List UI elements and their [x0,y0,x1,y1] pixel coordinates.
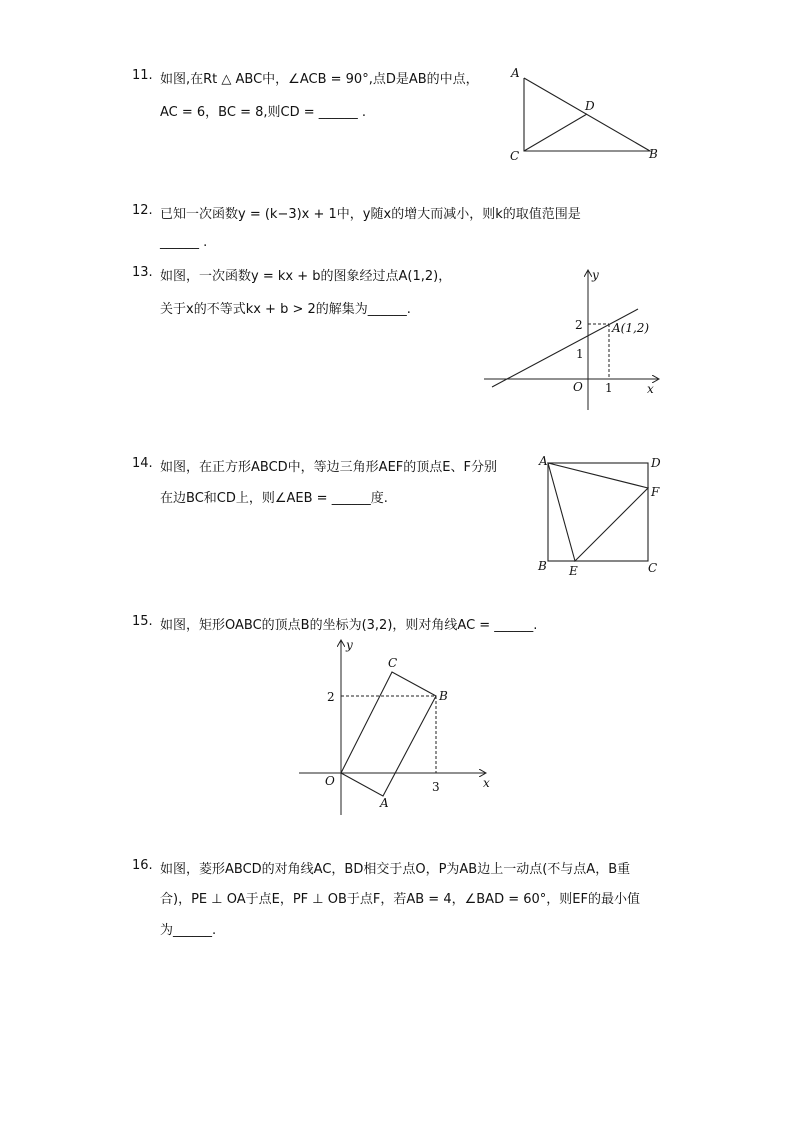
figure-15-rectangle-on-axes [295,635,500,820]
origin-label: O [325,774,335,788]
origin-label: O [573,380,583,394]
question-number: 12. [132,203,153,218]
question-text-line: 为______. [160,923,217,938]
question-number: 15. [132,614,153,629]
axis-y-label: y [346,638,353,652]
tick-label-y-1: 1 [576,347,584,361]
axis-x-label: x [647,382,654,396]
point-a-label: A(1,2) [612,321,650,335]
label-a: A [511,66,520,80]
question-number: 14. [132,456,153,471]
label-d: D [651,456,661,470]
label-a: A [539,454,548,468]
label-b: B [439,689,448,703]
tick-label-y-2: 2 [575,318,583,332]
tick-label-x-3: 3 [432,780,440,794]
figure-14-square [533,450,668,580]
label-b: B [649,147,658,161]
axis-x-label: x [483,776,490,790]
question-text-line: 已知一次函数y = (k−3)x + 1中，y随x的增大而减小，则k的取值范围是 [160,207,581,222]
tick-label-y-2: 2 [327,690,335,704]
question-text-line: 关于x的不等式kx + b > 2的解集为______. [160,302,411,317]
label-c: C [388,656,398,670]
question-text-line: 在边BC和CD上，则∠AEB = ______度. [160,491,388,506]
question-text-line: AC = 6，BC = 8,则CD = ______ . [160,105,367,120]
question-text-line: ______ . [160,235,208,250]
question-number: 13. [132,265,153,280]
question-text-line: 如图，菱形ABCD的对角线AC，BD相交于点O，P为AB边上一动点(不与点A，B重 [160,862,631,877]
label-a: A [380,796,389,810]
figure-11-right-triangle [505,62,665,167]
axis-y-label: y [592,268,599,282]
label-f: F [651,485,660,499]
question-number: 11. [132,68,153,83]
label-d: D [585,99,595,113]
question-text-line: 如图，矩形OABC的顶点B的坐标为(3,2)，则对角线AC = ______. [160,618,538,633]
question-text-line: 如图，在正方形ABCD中，等边三角形AEF的顶点E、F分别 [160,460,497,475]
label-b: B [538,559,547,573]
question-text-line: 如图，一次函数y = kx + b的图象经过点A(1,2)， [160,269,452,284]
question-text-line: 如图,在Rt △ ABC中，∠ACB = 90°,点D是AB的中点， [160,72,479,87]
figure-13-linear-graph [480,265,665,415]
label-e: E [569,564,578,578]
tick-label-x-1: 1 [605,381,613,395]
question-number: 16. [132,858,153,873]
question-text-line: 合)，PE ⊥ OA于点E，PF ⊥ OB于点F，若AB = 4，∠BAD = 60°，则EF的最小值 [160,892,640,907]
label-c: C [648,561,658,575]
label-c: C [510,149,520,163]
